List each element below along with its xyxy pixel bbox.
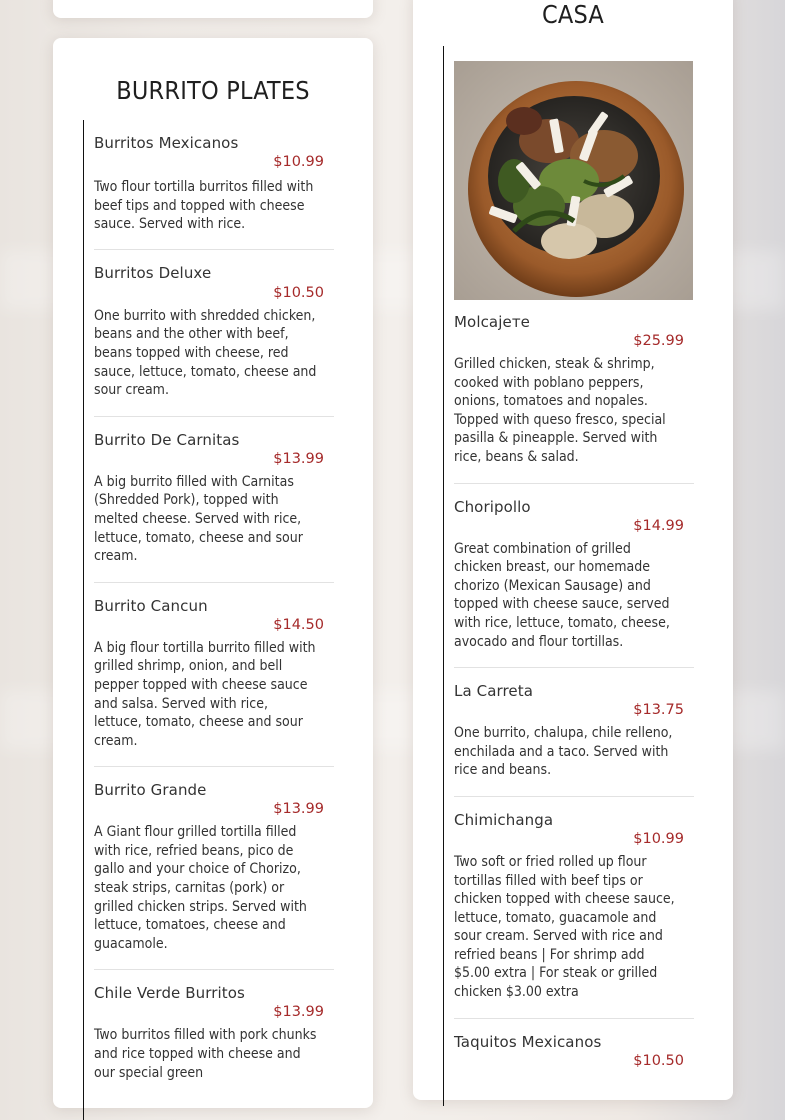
item-name: Burrito Cancun (94, 596, 208, 615)
item-description: Grilled chicken, steak & shrimp, cooked with poblano peppers, onions, tomatoes and nopales. Topped with queso fresco, special pasilla & pineapple. Served with rice, beans & salad. (454, 356, 666, 465)
item-name: Chimichanga (454, 810, 554, 829)
menu-item[interactable] (444, 484, 694, 652)
item-name: Choripollo (454, 497, 531, 516)
item-name: Taquitos Mexicanos (454, 1032, 602, 1051)
item-name: Chile Verde Burritos (94, 984, 245, 1003)
item-price: $10.50 (633, 1052, 684, 1069)
item-name: Burritos Deluxe (94, 263, 212, 282)
item-price: $13.99 (273, 801, 324, 818)
menu-item[interactable] (444, 668, 694, 780)
item-price: $13.99 (273, 450, 324, 467)
item-description: A big burrito filled with Carnitas (Shredded Pork), topped with melted cheese. Served with rice, lettuce, tomato, cheese and sour cream. (94, 473, 303, 565)
item-price: $25.99 (633, 333, 684, 349)
item-name: Burritos Mexicanos (94, 134, 239, 152)
casa-card (413, 0, 733, 1100)
item-description: One burrito with shredded chicken, beans and the other with beef, beans topped with cheese, red sauce, lettuce, tomato, cheese and sour cream. (94, 307, 317, 399)
item-price: $10.99 (273, 154, 324, 170)
item-name: Burrito De Carnitas (94, 430, 240, 449)
item-price: $13.75 (633, 702, 684, 719)
item-description: Great combination of grilled chicken breast, our homemade chorizo (Mexican Sausage) and topped with cheese sauce, served with rice, lettuce, tomato, cheese, avocado and flour tortillas. (454, 540, 670, 650)
menu-item[interactable] (84, 970, 334, 1082)
menu-item[interactable] (84, 583, 334, 751)
item-price: $10.50 (273, 284, 324, 301)
menu-items-list (83, 120, 334, 1120)
menu-item[interactable] (444, 1019, 694, 1071)
molcajete-photo (454, 61, 693, 300)
item-description: Two soft or fried rolled up flour tortillas filled with beef tips or chicken topped with cheese sauce, lettuce, tomato, guacamole and sour cream. Served with rice and refried beans | For shrimp add $5.00 extra | For steak or grilled chicken $3.00 extra (454, 853, 675, 1001)
item-name: Burrito Grande (94, 781, 207, 800)
menu-item[interactable] (84, 120, 334, 234)
menu-item[interactable] (444, 797, 694, 1002)
item-price: $14.99 (633, 517, 684, 534)
item-description: Two burritos filled with pork chunks and rice topped with cheese and our special green (94, 1027, 317, 1081)
item-price: $13.99 (273, 1004, 324, 1021)
menu-item[interactable] (84, 767, 334, 953)
menu-item[interactable] (84, 417, 334, 566)
menu-item[interactable] (444, 300, 694, 467)
item-price: $14.50 (273, 616, 324, 633)
molcajete-image-icon (454, 61, 693, 300)
previous-menu-card (53, 0, 373, 18)
item-description: One burrito, chalupa, chile relleno, enchilada and a taco. Served with rice and beans. (454, 725, 673, 779)
item-description: A Giant flour grilled tortilla filled with rice, refried beans, pico de gallo and your choice of Chorizo, steak strips, carnitas (pork) or grilled chicken strips. Served with lettuce, tomatoes, cheese and guacamole. (94, 824, 307, 952)
section-title: BURRITO PLATES (116, 76, 310, 105)
item-name: Molcajeте (454, 313, 530, 331)
section-title: CASA (541, 0, 605, 29)
item-price: $10.99 (633, 830, 684, 847)
item-description: Two flour tortilla burritos filled with beef tips and topped with cheese sauce. Served with rice. (94, 179, 314, 233)
item-name: La Carreta (454, 682, 534, 701)
menu-item[interactable] (84, 250, 334, 400)
item-description: A big flour tortilla burrito filled with grilled shrimp, onion, and bell pepper topped with cheese sauce and salsa. Served with rice, lettuce, tomato, cheese and sour cream. (94, 639, 316, 749)
burrito-plates-card (53, 38, 373, 1108)
